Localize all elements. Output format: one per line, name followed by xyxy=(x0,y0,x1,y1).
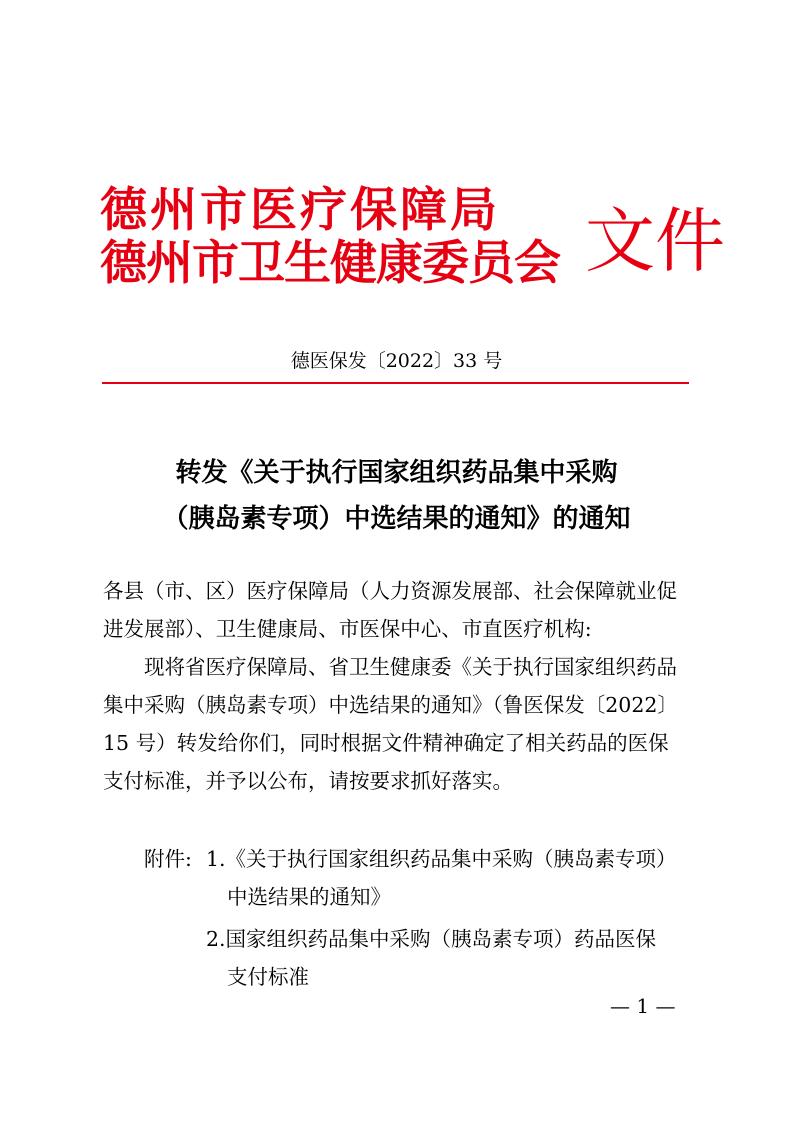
salutation-line: 各县（市、区）医疗保障局（人力资源发展部、社会保障就业促 xyxy=(103,579,677,603)
attachment-item xyxy=(206,840,677,916)
title-line: 转发《关于执行国家组织药品集中采购 xyxy=(175,458,618,488)
attachment-line: 中选结果的通知》 xyxy=(227,885,391,909)
salutation xyxy=(103,572,693,648)
paragraph-line: 15 号）转发给你们，同时根据文件精神确定了相关药品的医保 xyxy=(103,731,669,755)
document-type-label: 文件 xyxy=(585,200,725,282)
body-paragraph xyxy=(103,648,693,800)
issuing-agency-medical-security: 德州市医疗保障局 xyxy=(100,183,500,238)
issuing-agency-health-commission: 德州市卫生健康委员会 xyxy=(100,236,560,291)
title-line: （胰岛素专项）中选结果的通知》的通知 xyxy=(162,504,631,534)
attachments-label: 附件: xyxy=(144,847,192,871)
attachment-line: 支付标准 xyxy=(227,965,309,989)
document-number: 德医保发〔2022〕33 号 xyxy=(290,350,503,372)
paragraph-line: 支付标准，并予以公布，请按要求抓好落实。 xyxy=(103,769,513,793)
page-number: — 1 — xyxy=(610,994,676,1018)
salutation-line: 进发展部）、卫生健康局、市医保中心、市直医疗机构: xyxy=(103,617,592,641)
letterhead xyxy=(100,183,725,295)
paragraph-line: 现将省医疗保障局、省卫生健康委《关于执行国家组织药品 xyxy=(144,655,677,679)
attachment-line: 2.国家组织药品集中采购（胰岛素专项）药品医保 xyxy=(206,927,657,951)
red-divider-line xyxy=(102,382,689,384)
document-title xyxy=(0,450,793,542)
paragraph-line: 集中采购（胰岛素专项）中选结果的通知》（鲁医保发〔2022〕 xyxy=(103,693,678,717)
attachment-item xyxy=(206,920,656,996)
attachment-line: 1.《关于执行国家组织药品集中采购（胰岛素专项） xyxy=(206,847,677,871)
